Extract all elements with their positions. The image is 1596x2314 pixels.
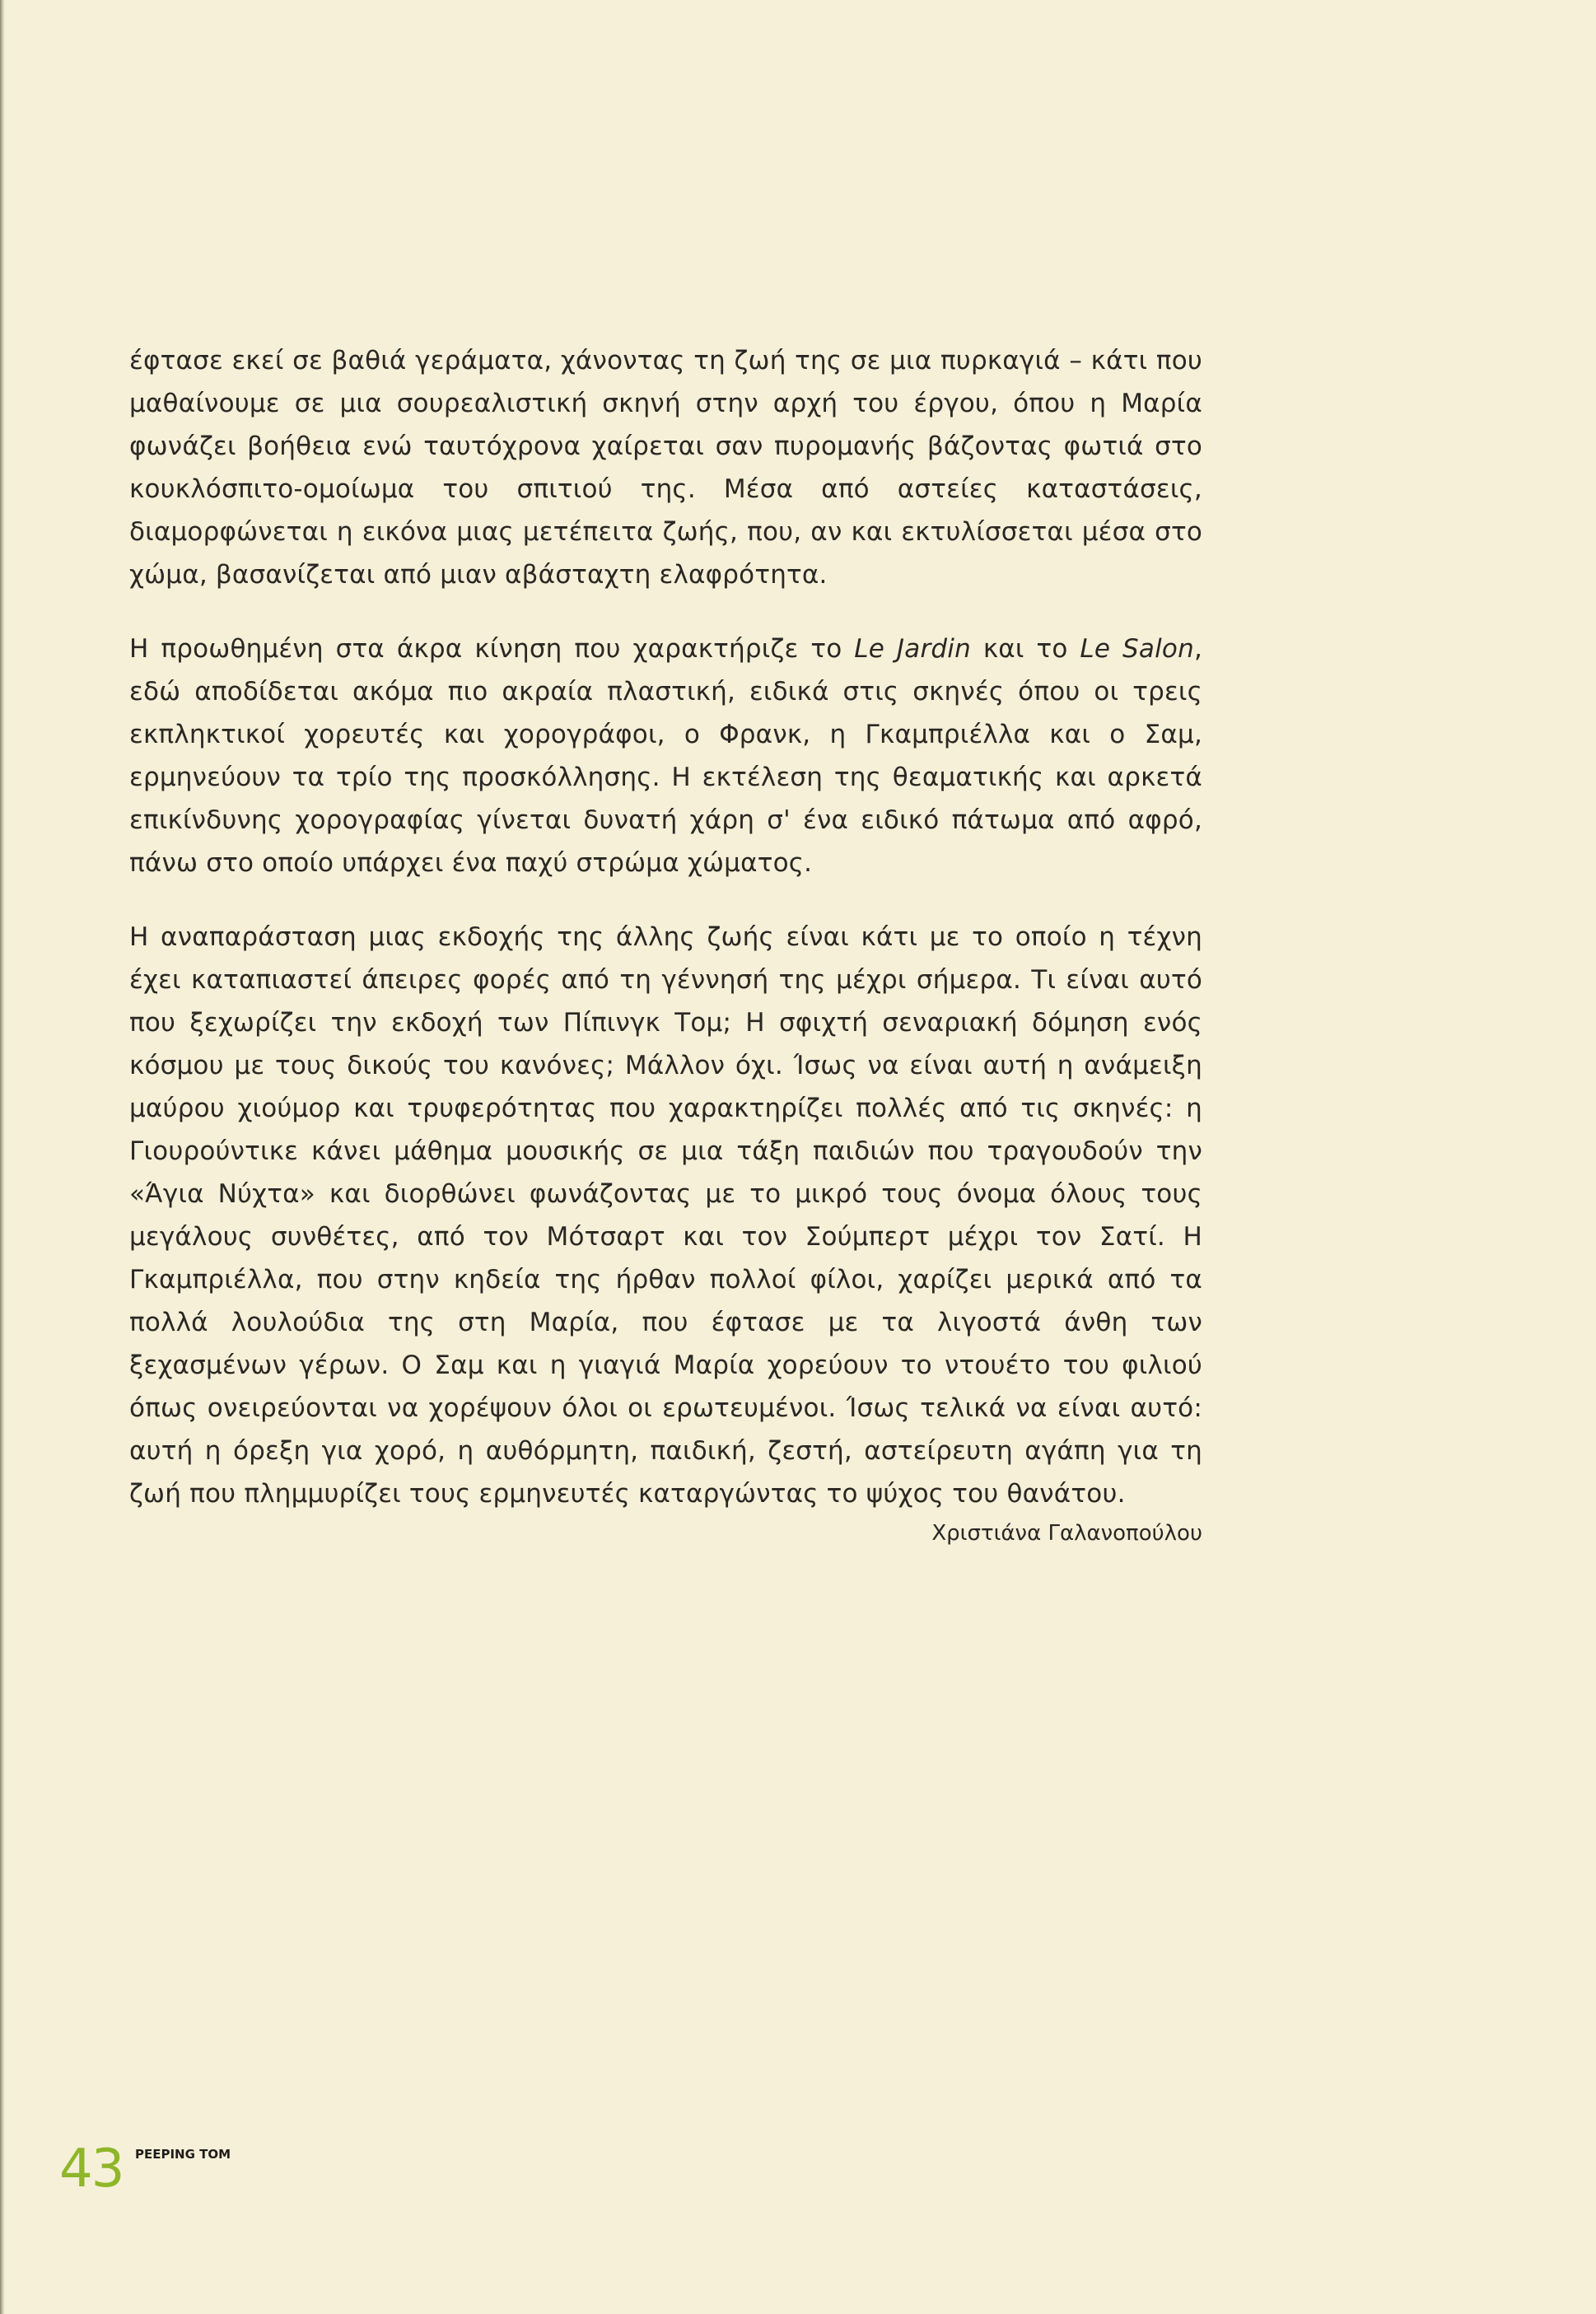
article-paragraph-3: [129, 916, 1202, 1515]
paragraph-text: , εδώ αποδίδεται ακόμα πιο ακραία πλαστική, ειδικά στις σκηνές όπου οι τρεις εκπληκτικοί χορευτές και χορογράφοι, ο Φρανκ, η Γκαμπριέλλα και ο Σαμ, ερμηνεύουν τα τρίο της προσκόλλησης. Η εκτέλεση της θεαματικής και αρκετά επικίνδυνης χορογραφίας γίνεται δυνατή χάρη σ' ένα ειδικό πάτωμα από αφρό, πάνω στο οποίο υπάρχει ένα παχύ στρώμα χώματος.: [129, 634, 1202, 878]
page-binding-edge: [0, 0, 5, 2314]
author-signature: Χριστιάνα Γαλανοπούλου: [931, 1521, 1202, 1546]
paragraph-text: έφτασε εκεί σε βαθιά γεράματα, χάνοντας τη ζωή της σε μια πυρκαγιά – κάτι που μαθαίνουμε σε μια σουρεαλιστική σκηνή στην αρχή του έργου, όπου η Μαρία φωνάζει βοήθεια ενώ ταυτόχρονα χαίρεται σαν πυρομανής βάζοντας φωτιά στο κουκλόσπιτο-ομοίωμα του σπιτιού της. Μέσα από αστείες καταστάσεις, διαμορφώνεται η εικόνα μιας μετέπειτα ζωής, που, αν και εκτυλίσσεται μέσα στο χώμα, βασανίζεται από μιαν αβάσταχτη ελαφρότητα.: [129, 346, 1202, 590]
running-head: PEEPING TOM: [135, 2147, 231, 2162]
article-body: [129, 339, 1202, 1551]
article-paragraph-2: [129, 627, 1202, 884]
work-title-le-salon: Le Salon: [1080, 634, 1194, 664]
work-title-le-jardin: Le Jardin: [854, 634, 971, 664]
paragraph-text: Η αναπαράσταση μιας εκδοχής της άλλης ζωής είναι κάτι με το οποίο η τέχνη έχει καταπιαστεί άπειρες φορές από τη γέννησή της μέχρι σήμερα. Τι είναι αυτό που ξεχωρίζει την εκδοχή των Πίπινγκ Τομ; Η σφιχτή σεναριακή δόμηση ενός κόσμου με τους δικούς του κανόνες; Μάλλον όχι. Ίσως να είναι αυτή η ανάμειξη μαύρου χιούμορ και τρυφερότητας που χαρακτηρίζει πολλές από τις σκηνές: η Γιουρούντικε κάνει μάθημα μουσικής σε μια τάξη παιδιών που τραγουδούν την «Άγια Νύχτα» και διορθώνει φωνάζοντας με το μικρό τους όνομα όλους τους μεγάλους συνθέτες, από τον Μότσαρτ και τον Σούμπερτ μέχρι τον Σατί. Η Γκαμπριέλλα, που στην κηδεία της ήρθαν πολλοί φίλοι, χαρίζει μερικά από τα πολλά λουλούδια της στη Μαρία, που έφτασε με τα λιγοστά άνθη των ξεχασμένων γέρων. Ο Σαμ και η γιαγιά Μαρία χορεύουν το ντουέτο του φιλιού όπως ονειρεύονται να χορέψουν όλοι οι ερωτευμένοι. Ίσως τελικά να είναι αυτό: αυτή η όρεξη για χορό, η αυθόρμητη, παιδική, ζεστή, αστείρευτη αγάπη για τη ζωή που πλημμυρίζει τους ερμηνευτές καταργώντας το ψύχος του θανάτου.: [129, 922, 1202, 1509]
paragraph-text: και το: [970, 634, 1080, 664]
paragraph-text: Η προωθημένη στα άκρα κίνηση που χαρακτήριζε το: [129, 634, 855, 664]
page-number: 43: [59, 2139, 124, 2200]
article-paragraph-1: [129, 339, 1202, 596]
